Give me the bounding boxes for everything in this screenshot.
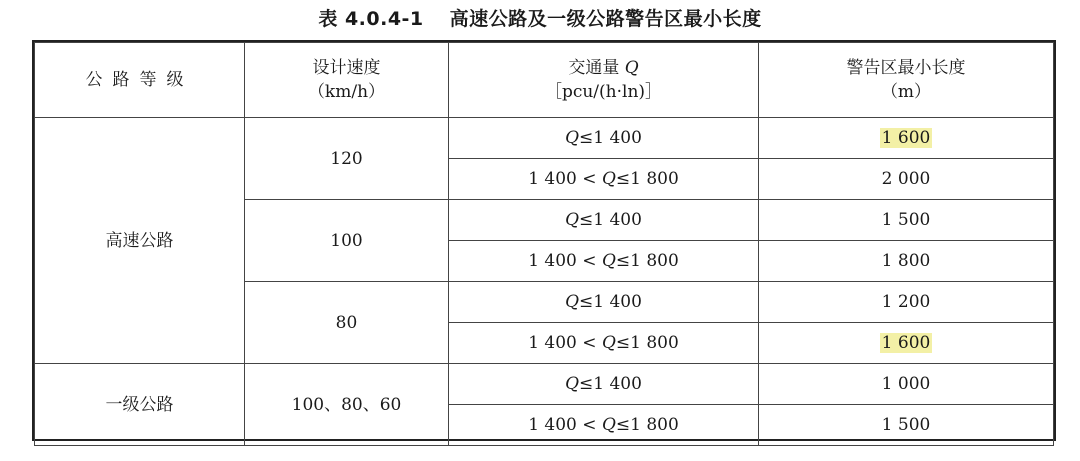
table-row — [35, 118, 1054, 159]
length-cell: 2 000 — [759, 159, 1054, 200]
speed-cell: 80 — [245, 282, 449, 364]
header-traffic: 交通量 Q ［pcu/(h·ln)］ — [449, 43, 759, 118]
grade-cell: 一级公路 — [35, 364, 245, 446]
length-cell: 1 200 — [759, 282, 1054, 323]
length-cell: 1 000 — [759, 364, 1054, 405]
length-cell — [759, 118, 1054, 159]
traffic-cell: 1 400 < Q≤1 800 — [449, 159, 759, 200]
table-title — [0, 6, 1080, 32]
traffic-cell: Q≤1 400 — [449, 282, 759, 323]
speed-cell: 100、80、60 — [245, 364, 449, 446]
table-row — [35, 364, 1054, 405]
length-cell: 1 500 — [759, 200, 1054, 241]
speed-cell: 100 — [245, 200, 449, 282]
header-row — [35, 43, 1054, 118]
table-number: 表 4.0.4-1 — [318, 8, 424, 30]
table-caption: 高速公路及一级公路警告区最小长度 — [449, 8, 762, 30]
variable-q: Q — [601, 415, 616, 435]
variable-q: Q — [601, 169, 616, 189]
variable-q: Q — [601, 251, 616, 271]
variable-q: Q — [565, 128, 579, 148]
traffic-cell: Q≤1 400 — [449, 118, 759, 159]
header-speed: 设计速度 （km/h） — [245, 43, 449, 118]
length-cell: 1 500 — [759, 405, 1054, 446]
length-cell — [759, 323, 1054, 364]
traffic-cell: 1 400 < Q≤1 800 — [449, 241, 759, 282]
variable-q: Q — [624, 58, 639, 78]
speed-cell: 120 — [245, 118, 449, 200]
header-grade: 公路等级 — [35, 43, 245, 118]
header-length: 警告区最小长度 （m） — [759, 43, 1054, 118]
traffic-cell: Q≤1 400 — [449, 200, 759, 241]
variable-q: Q — [565, 210, 579, 230]
variable-q: Q — [565, 374, 579, 394]
grade-cell: 高速公路 — [35, 118, 245, 364]
highlighted-value: 1 600 — [881, 333, 931, 353]
traffic-cell: 1 400 < Q≤1 800 — [449, 405, 759, 446]
variable-q: Q — [601, 333, 616, 353]
table-container — [32, 40, 1056, 441]
highlighted-value: 1 600 — [881, 128, 931, 148]
table-body — [35, 118, 1054, 446]
traffic-cell: 1 400 < Q≤1 800 — [449, 323, 759, 364]
variable-q: Q — [565, 292, 579, 312]
traffic-cell: Q≤1 400 — [449, 364, 759, 405]
length-cell: 1 800 — [759, 241, 1054, 282]
warning-zone-table — [34, 42, 1054, 446]
